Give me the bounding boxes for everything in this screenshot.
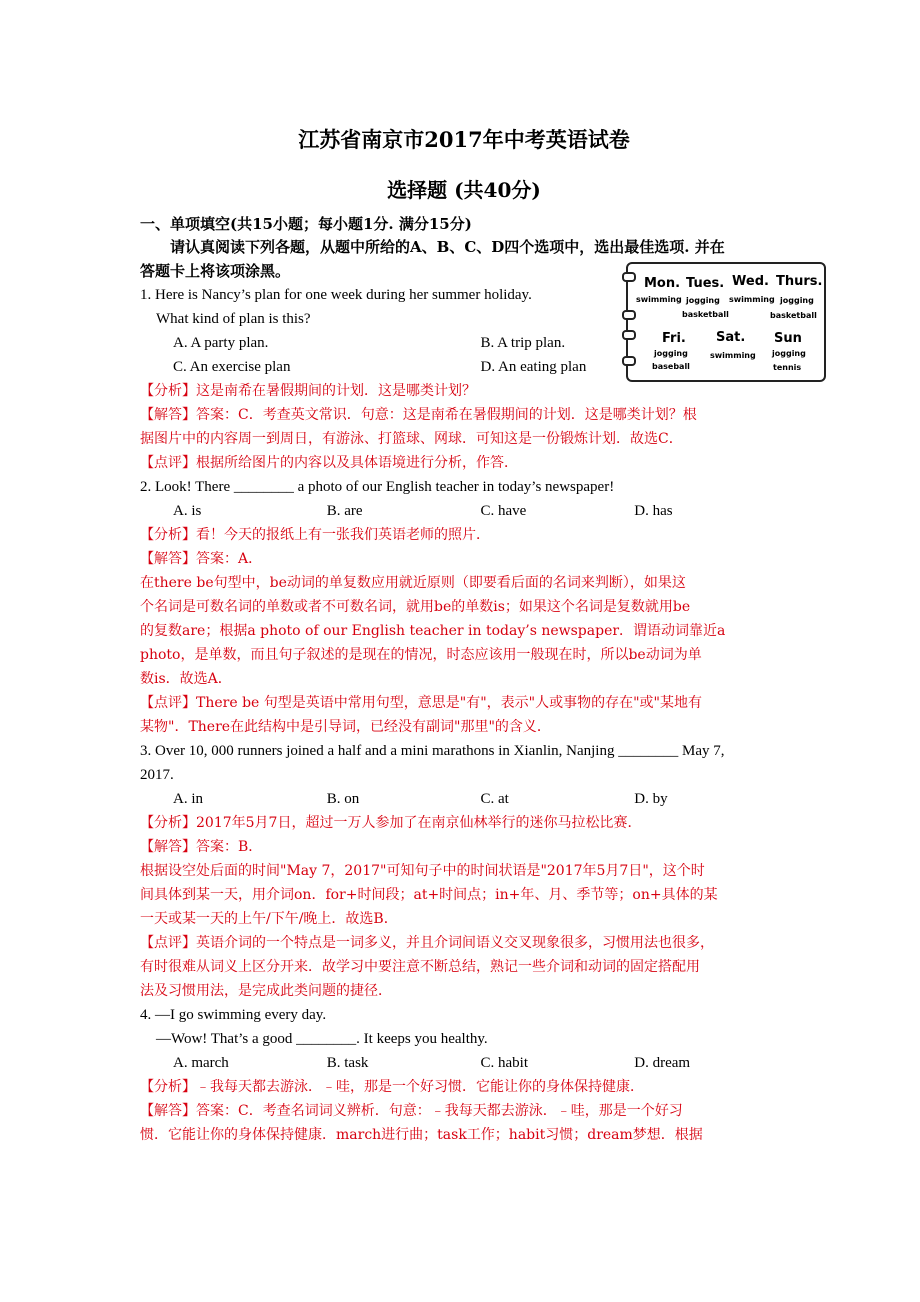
label-jieda: 【解答】: [140, 407, 196, 423]
activity: jogging: [780, 296, 814, 305]
q1-analysis: [140, 379, 788, 403]
option-d: D. by: [634, 791, 668, 807]
label-dianping: 【点评】: [140, 935, 196, 951]
answer-text: 答案：B．: [196, 839, 263, 855]
label-fenxi: 【分析】: [140, 1079, 196, 1095]
activity: basketball: [770, 311, 817, 320]
q2-explanation: 数is．故选A．: [140, 671, 232, 687]
q1-answer-cont: 据图片中的内容周一到周日，有游泳、打篮球、网球．可知这是一份锻炼计划．故选C．: [140, 431, 683, 447]
activity: swimming: [710, 351, 756, 360]
option-a: A. is: [173, 503, 202, 519]
q3-stem-2: 2017.: [140, 767, 174, 783]
option-b: B. are: [326, 503, 363, 519]
q2-stem: 2. Look! There ________ a photo of our English teacher in today’s newspaper!: [140, 479, 615, 495]
activity: swimming: [636, 295, 682, 304]
option-c: C. habit: [480, 1055, 528, 1071]
analysis-text: ﹣我每天都去游泳．﹣哇，那是一个好习惯．它能让你的身体保持健康．: [196, 1079, 644, 1095]
label-jieda: 【解答】: [140, 551, 196, 567]
q3-explanation: 间具体到某一天，用介词on．for+时间段；at+时间点；in+年、月、季节等；on+具体的某: [140, 887, 718, 903]
activity: jogging: [686, 296, 720, 305]
option-b: B. task: [326, 1055, 369, 1071]
q3-stem: 3. Over 10, 000 runners joined a half and a mini marathons in Xianlin, Nanjing ________ May 7,: [140, 743, 725, 759]
comment-text: 英语介词的一个特点是一词多义，并且介词间语义交叉现象很多，习惯用法也很多，: [196, 935, 714, 951]
q3-analysis: [140, 811, 788, 835]
answer-text: 答案：A．: [196, 551, 263, 567]
q4-options: [140, 1051, 788, 1075]
label-dianping: 【点评】: [140, 695, 196, 711]
activity: tennis: [773, 363, 802, 372]
day-mon: Mon.: [644, 276, 681, 291]
day-tue: Tues.: [686, 276, 725, 291]
option-a: A. in: [173, 791, 203, 807]
option-d: D. dream: [634, 1055, 691, 1071]
option-d: D. has: [634, 503, 673, 519]
option-b: B. on: [326, 791, 360, 807]
answer-text: 答案：C．考查名词词义辨析．句意：﹣我每天都去游泳．﹣哇，那是一个好习: [196, 1103, 683, 1119]
day-fri: Fri.: [662, 331, 686, 346]
q4-answer: [140, 1099, 788, 1123]
exam-page: [140, 120, 788, 1147]
q1-stem-2: What kind of plan is this?: [156, 311, 311, 327]
activity: jogging: [772, 349, 806, 358]
option-c: C. An exercise plan: [173, 359, 291, 375]
page-subtitle: 选择题 (共40分): [387, 178, 541, 202]
q3-comment: [140, 931, 788, 955]
q3-explanation: 一天或某一天的上午/下午/晚上．故选B．: [140, 911, 398, 927]
q3-answer: [140, 835, 788, 859]
q4-stem: 4. —I go swimming every day.: [140, 1007, 327, 1023]
day-sat: Sat.: [716, 330, 746, 345]
option-d: D. An eating plan: [480, 359, 587, 375]
q2-comment-cont: 某物"．There在此结构中是引导词，已经没有副词"那里"的含义．: [140, 719, 551, 735]
analysis-text: 2017年5月7日，超过一万人参加了在南京仙林举行的迷你马拉松比赛．: [196, 815, 642, 831]
q2-explanation: 个名词是可数名词的单数或者不可数名词，就用be的单数is；如果这个名词是复数就用be: [140, 599, 691, 615]
option-a: A. march: [173, 1055, 229, 1071]
page-title: 江苏省南京市2017年中考英语试卷: [298, 127, 630, 152]
option-c: C. have: [480, 503, 527, 519]
q1-options: [140, 355, 788, 379]
activity: jogging: [654, 349, 688, 358]
day-thu: Thurs.: [776, 274, 823, 289]
q2-analysis: [140, 523, 788, 547]
instruction-cont: 答题卡上将该项涂黑。: [140, 262, 291, 280]
option-a: A. A party plan.: [173, 335, 269, 351]
q1-answer: [140, 403, 788, 427]
analysis-text: 这是南希在暑假期间的计划．这是哪类计划？: [196, 383, 476, 399]
activity: swimming: [729, 295, 775, 304]
q2-explanation: 在there be句型中，be动词的单复数应用就近原则（即要看后面的名词来判断），如果这: [140, 575, 686, 591]
activity: basketball: [682, 310, 729, 319]
label-fenxi: 【分析】: [140, 383, 196, 399]
q2-explanation: photo，是单数，而且句子叙述的是现在的情况，时态应该用一般现在时，所以be动词为单: [140, 647, 702, 663]
q1-options: [140, 331, 788, 355]
analysis-text: 看！今天的报纸上有一张我们英语老师的照片．: [196, 527, 490, 543]
comment-text: 根据所给图片的内容以及具体语境进行分析，作答．: [196, 455, 518, 471]
activity: baseball: [652, 362, 690, 371]
label-fenxi: 【分析】: [140, 815, 196, 831]
q4-answer-cont: 惯．它能让你的身体保持健康．march进行曲；task工作；habit习惯；dream梦想．根据: [140, 1127, 703, 1143]
label-dianping: 【点评】: [140, 455, 196, 471]
q1-stem: 1. Here is Nancy’s plan for one week during her summer holiday.: [140, 287, 532, 303]
label-jieda: 【解答】: [140, 1103, 196, 1119]
day-wed: Wed.: [732, 274, 769, 289]
section-heading: 一、单项填空(共15小题；每小题1分. 满分15分): [140, 215, 472, 233]
option-b: B. A trip plan.: [480, 335, 566, 351]
label-fenxi: 【分析】: [140, 527, 196, 543]
instruction: 请认真阅读下列各题，从题中所给的A、B、C、D四个选项中，选出最佳选项. 并在: [170, 238, 725, 256]
q3-explanation: 根据设空处后面的时间"May 7，2017"可知句子中的时间状语是"2017年5月7日"，这个时: [140, 863, 705, 879]
q3-comment-cont: 法及习惯用法，是完成此类问题的捷径．: [140, 983, 392, 999]
q1-comment: [140, 451, 788, 475]
q4-stem-2: —Wow! That’s a good ________. It keeps you healthy.: [156, 1031, 488, 1047]
q3-comment-cont: 有时很难从词义上区分开来．故学习中要注意不断总结，熟记一些介词和动词的固定搭配用: [140, 959, 700, 975]
answer-text: 答案：C．考查英文常识．句意：这是南希在暑假期间的计划．这是哪类计划？根: [196, 407, 697, 423]
q2-answer: [140, 547, 788, 571]
q2-options: [140, 499, 788, 523]
q4-analysis: [140, 1075, 788, 1099]
q2-explanation: 的复数are；根据a photo of our English teacher in today’s newspaper．谓语动词靠近a: [140, 623, 726, 639]
option-c: C. at: [480, 791, 509, 807]
day-sun: Sun: [774, 331, 802, 346]
comment-text: There be 句型是英语中常用句型，意思是"有"，表示"人或事物的存在"或"某地有: [196, 695, 702, 711]
q2-comment: [140, 691, 788, 715]
q3-options: [140, 787, 788, 811]
label-jieda: 【解答】: [140, 839, 196, 855]
